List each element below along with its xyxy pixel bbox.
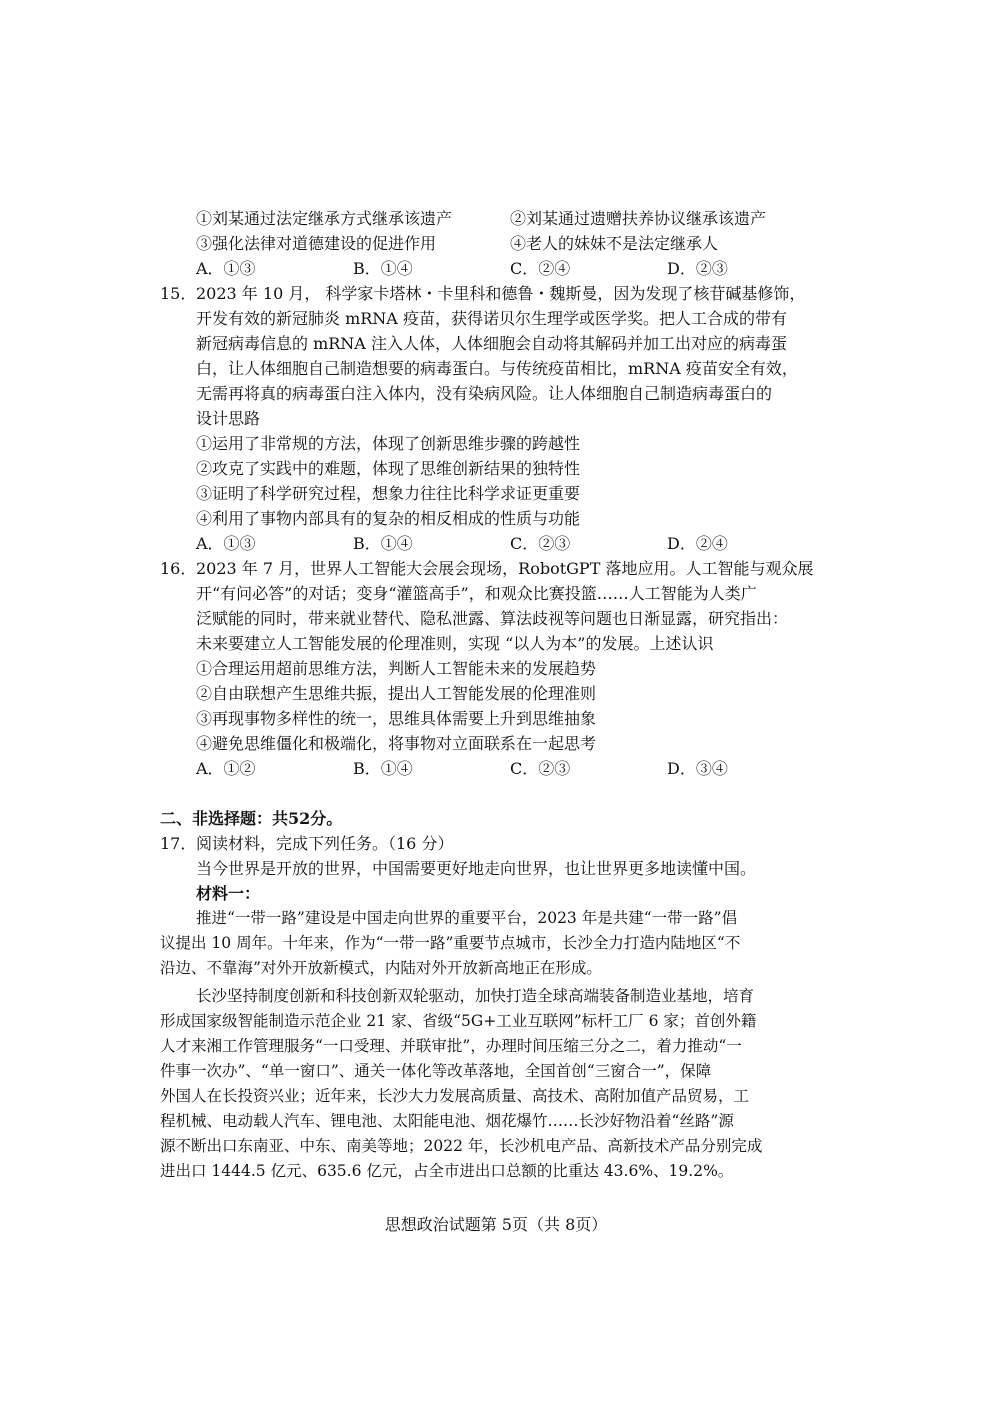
material-paragraph-line: 件事一次办”、“单一窗口”、通关一体化等改革落地，全国首创“三窗合一”，保障 [160, 1062, 712, 1080]
q16-number: 16． [160, 559, 197, 578]
q17-intro: 当今世界是开放的世界，中国需要更好地走向世界，也让世界更多地读懂中国。 [196, 859, 757, 878]
q17-number: 17． [160, 834, 197, 853]
q15-option-a: A．①③ [196, 534, 256, 553]
q14-statement-1: ①刘某通过法定继承方式继承该遗产 [196, 209, 453, 228]
q16-option-c: C．②③ [510, 759, 571, 778]
q15-statement-3: ③证明了科学研究过程，想象力往往比科学求证更重要 [196, 484, 581, 503]
q14-statement-4: ④老人的妹妹不是法定继承人 [510, 234, 719, 253]
q15-number: 15． [160, 284, 197, 303]
q16-statement-4: ④避免思维僵化和极端化，将事物对立面联系在一起思考 [196, 734, 597, 753]
q15-option-c: C．②③ [510, 534, 571, 553]
q17-title: 阅读材料，完成下列任务。（16 分） [196, 834, 454, 853]
q15-stem-line: 开发有效的新冠肺炎 mRNA 疫苗，获得诺贝尔生理学或医学奖。把人工合成的带有 [196, 309, 787, 328]
q15-stem-line: 白，让人体细胞自己制造想要的病毒蛋白。与传统疫苗相比，mRNA 疫苗安全有效， [196, 359, 798, 378]
q16-option-b: B．①④ [353, 759, 413, 778]
q14-statement-3: ③强化法律对道德建设的促进作用 [196, 234, 437, 253]
material-paragraph-line: 沿边、不靠海”对外开放新模式，内陆对外开放新高地正在形成。 [160, 959, 602, 977]
q15-stem-line: 新冠病毒信息的 mRNA 注入人体，人体细胞会自动将其解码并加工出对应的病毒蛋 [196, 334, 787, 353]
q15-option-d: D．②④ [667, 534, 728, 553]
q16-option-d: D．③④ [667, 759, 728, 778]
material-paragraph-line: 形成国家级智能制造示范企业 21 家、省级“5G+工业互联网”标杆工厂 6 家；首创外籍 [160, 1012, 757, 1030]
q16-option-a: A．①② [196, 759, 256, 778]
q14-option-d: D．②③ [667, 259, 728, 278]
q16-statement-3: ③再现事物多样性的统一，思维具体需要上升到思维抽象 [196, 709, 597, 728]
q16-statement-1: ①合理运用超前思维方法，判断人工智能未来的发展趋势 [196, 659, 597, 678]
q14-option-b: B．①④ [353, 259, 413, 278]
material-paragraph-line: 推进“一带一路”建设是中国走向世界的重要平台，2023 年是共建“一带一路”倡 [196, 909, 738, 927]
q16-stem-line: 未来要建立人工智能发展的伦理准则，实现 “以人为本”的发展。上述认识 [196, 634, 714, 653]
q16-stem-line: 2023 年 7 月，世界人工智能大会展会现场，RobotGPT 落地应用。人工智能与观众展 [196, 559, 814, 578]
q16-statement-2: ②自由联想产生思维共振，提出人工智能发展的伦理准则 [196, 684, 597, 703]
q15-stem-line: 无需再将真的病毒蛋白注入体内，没有染病风险。让人体细胞自己制造病毒蛋白的 [196, 384, 773, 403]
material-paragraph-line: 源不断出口东南亚、中东、南美等地；2022 年，长沙机电产品、高新技术产品分别完成 [160, 1137, 763, 1155]
q15-statement-2: ②攻克了实践中的难题，体现了思维创新结果的独特性 [196, 459, 581, 478]
q15-statement-1: ①运用了非常规的方法，体现了创新思维步骤的跨越性 [196, 434, 581, 453]
material-paragraph-line: 进出口 1444.5 亿元、635.6 亿元，占全市进出口总额的比重达 43.6%、19.2%。 [160, 1162, 734, 1180]
material-paragraph-line: 程机械、电动载人汽车、锂电池、太阳能电池、烟花爆竹……长沙好物沿着“丝路”源 [160, 1112, 734, 1130]
q15-stem-line: 设计思路 [196, 409, 261, 428]
section-heading: 二、非选择题：共52分。 [160, 809, 343, 828]
q14-option-a: A．①③ [196, 259, 256, 278]
material-paragraph-line: 长沙坚持制度创新和科技创新双轮驱动，加快打造全球高端装备制造业基地，培育 [196, 987, 755, 1005]
q14-option-c: C．②④ [510, 259, 571, 278]
page-footer: 思想政治试题第 5页（共 8页） [384, 1215, 608, 1234]
q15-option-b: B．①④ [353, 534, 413, 553]
q16-stem-line: 开“有问必答”的对话；变身“灌篮高手”，和观众比赛投篮……人工智能为人类广 [196, 584, 757, 603]
q16-stem-line: 泛赋能的同时，带来就业替代、隐私泄露、算法歧视等问题也日渐显露，研究指出： [196, 609, 789, 628]
material-heading: 材料一： [196, 884, 261, 903]
material-paragraph-line: 人才来湘工作管理服务“一口受理、并联审批”，办理时间压缩三分之二，着力推动“一 [160, 1037, 742, 1055]
q15-stem-line: 2023 年 10 月， 科学家卡塔林・卡里科和德鲁・魏斯曼，因为发现了核苷碱基修饰， [196, 284, 806, 303]
q15-statement-4: ④利用了事物内部具有的复杂的相反相成的性质与功能 [196, 509, 581, 528]
q14-statement-2: ②刘某通过遗赠扶养协议继承该遗产 [510, 209, 767, 228]
material-paragraph-line: 议提出 10 周年。十年来，作为“一带一路”重要节点城市，长沙全力打造内陆地区“不 [160, 934, 741, 952]
material-paragraph-line: 外国人在长投资兴业；近年来，长沙大力发展高质量、高技术、高附加值产品贸易，工 [160, 1087, 750, 1105]
